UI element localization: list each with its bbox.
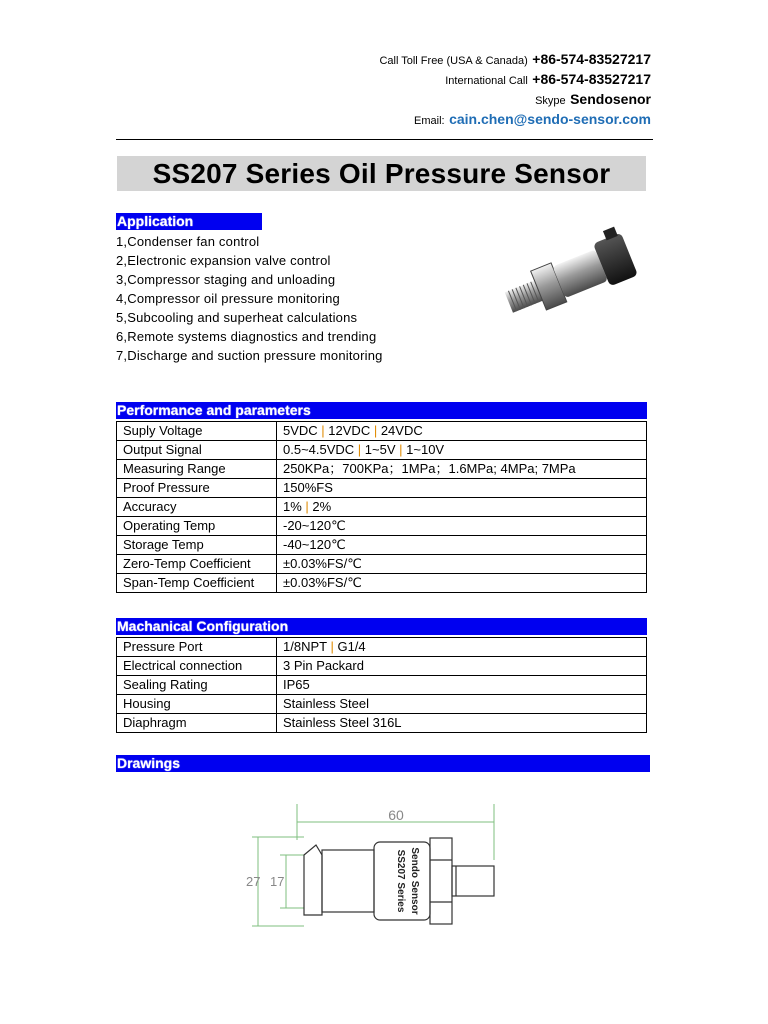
list-item: 7,Discharge and suction pressure monitoring xyxy=(116,348,383,363)
value-option: -40~120℃ xyxy=(283,537,346,552)
application-list xyxy=(116,232,383,365)
list-item: 5,Subcooling and superheat calculations xyxy=(116,310,358,325)
value-option: 1% xyxy=(283,499,302,514)
list-item: 4,Compressor oil pressure monitoring xyxy=(116,291,340,306)
param-value xyxy=(277,638,647,657)
dim-height-inner-label: 17 xyxy=(270,874,285,889)
param-name: Sealing Rating xyxy=(117,676,277,695)
table-row xyxy=(117,676,647,695)
table-row xyxy=(117,517,647,536)
value-separator: | xyxy=(301,499,313,514)
value-option: ±0.03%FS/℃ xyxy=(283,556,362,571)
header-divider xyxy=(116,139,653,140)
skype-row xyxy=(379,90,651,110)
value-separator: | xyxy=(370,423,381,438)
toll-free-label: Call Toll Free (USA & Canada) xyxy=(379,55,528,67)
param-name: Output Signal xyxy=(117,441,277,460)
body-label-line1: Sendo Sensor xyxy=(409,847,420,915)
value-option: IP65 xyxy=(283,677,310,692)
param-name: Diaphragm xyxy=(117,714,277,733)
email-row xyxy=(379,110,651,130)
value-option: ±0.03%FS/℃ xyxy=(283,575,362,590)
email-link[interactable]: cain.chen@sendo-sensor.com xyxy=(449,111,651,127)
param-value xyxy=(277,441,647,460)
value-separator: | xyxy=(354,442,365,457)
mechanical-heading: Machanical Configuration xyxy=(116,618,647,635)
param-value xyxy=(277,498,647,517)
param-value xyxy=(277,517,647,536)
application-heading: Application xyxy=(116,213,262,230)
param-value xyxy=(277,657,647,676)
value-separator: | xyxy=(395,442,407,457)
value-option: G1/4 xyxy=(337,639,366,654)
body-section xyxy=(322,850,374,912)
param-value xyxy=(277,695,647,714)
list-item: 3,Compressor staging and unloading xyxy=(116,272,336,287)
mechanical-table xyxy=(116,637,647,733)
skype-id: Sendosenor xyxy=(570,91,651,107)
thread-outline xyxy=(452,866,494,896)
value-option: -20~120℃ xyxy=(283,518,346,533)
value-option: Stainless Steel 316L xyxy=(283,715,402,730)
skype-label: Skype xyxy=(535,95,566,107)
technical-drawing xyxy=(244,800,514,940)
param-name: Accuracy xyxy=(117,498,277,517)
toll-free-number: +86-574-83527217 xyxy=(532,51,651,67)
hex-outline xyxy=(430,838,452,924)
contact-block xyxy=(379,50,651,130)
dim-length-label: 60 xyxy=(388,807,404,823)
value-option: 1~5V xyxy=(364,442,396,457)
performance-table xyxy=(116,421,647,593)
param-name: Zero-Temp Coefficient xyxy=(117,555,277,574)
email-label: Email: xyxy=(414,115,445,127)
param-value xyxy=(277,479,647,498)
list-item: 6,Remote systems diagnostics and trending xyxy=(116,329,377,344)
value-option: 0.5~4.5VDC xyxy=(283,442,355,457)
param-value xyxy=(277,555,647,574)
param-name: Proof Pressure xyxy=(117,479,277,498)
param-name: Pressure Port xyxy=(117,638,277,657)
param-name: Measuring Range xyxy=(117,460,277,479)
dim-height-outer-label: 27 xyxy=(246,874,261,889)
param-name: Span-Temp Coefficient xyxy=(117,574,277,593)
title-banner xyxy=(117,156,646,191)
table-row xyxy=(117,657,647,676)
international-number: +86-574-83527217 xyxy=(532,71,651,87)
param-value xyxy=(277,574,647,593)
value-separator: | xyxy=(317,423,329,438)
table-row xyxy=(117,422,647,441)
table-row xyxy=(117,536,647,555)
international-label: International Call xyxy=(445,75,528,87)
value-option: 3 Pin Packard xyxy=(283,658,364,673)
table-row xyxy=(117,574,647,593)
connector-outline xyxy=(304,845,322,915)
param-value xyxy=(277,676,647,695)
drawings-heading: Drawings xyxy=(116,755,650,772)
page-title: SS207 Series Oil Pressure Sensor xyxy=(152,157,611,189)
value-option: 5VDC xyxy=(283,423,318,438)
param-name: Electrical connection xyxy=(117,657,277,676)
body-label-line2: SS207 Series xyxy=(395,849,406,913)
toll-free-row xyxy=(379,50,651,70)
table-row xyxy=(117,498,647,517)
param-value xyxy=(277,460,647,479)
value-separator: | xyxy=(326,639,338,654)
table-row xyxy=(117,714,647,733)
param-name: Storage Temp xyxy=(117,536,277,555)
value-option: 1~10V xyxy=(406,442,445,457)
table-row xyxy=(117,479,647,498)
table-row xyxy=(117,695,647,714)
value-option: 1/8NPT xyxy=(283,639,327,654)
value-option: Stainless Steel xyxy=(283,696,369,711)
table-row xyxy=(117,555,647,574)
performance-heading: Performance and parameters xyxy=(116,402,647,419)
param-name: Housing xyxy=(117,695,277,714)
param-name: Suply Voltage xyxy=(117,422,277,441)
product-photo xyxy=(490,198,640,333)
table-row xyxy=(117,460,647,479)
value-option: 12VDC xyxy=(328,423,371,438)
param-name: Operating Temp xyxy=(117,517,277,536)
list-item: 1,Condenser fan control xyxy=(116,234,260,249)
international-row xyxy=(379,70,651,90)
param-value xyxy=(277,422,647,441)
value-option: 2% xyxy=(312,499,332,514)
param-value xyxy=(277,714,647,733)
param-value xyxy=(277,536,647,555)
table-row xyxy=(117,441,647,460)
table-row xyxy=(117,638,647,657)
value-option: 250KPa；700KPa；1MPa；1.6MPa; 4MPa; 7MPa xyxy=(283,461,576,476)
list-item: 2,Electronic expansion valve control xyxy=(116,253,331,268)
value-option: 24VDC xyxy=(380,423,423,438)
value-option: 150%FS xyxy=(283,480,333,495)
